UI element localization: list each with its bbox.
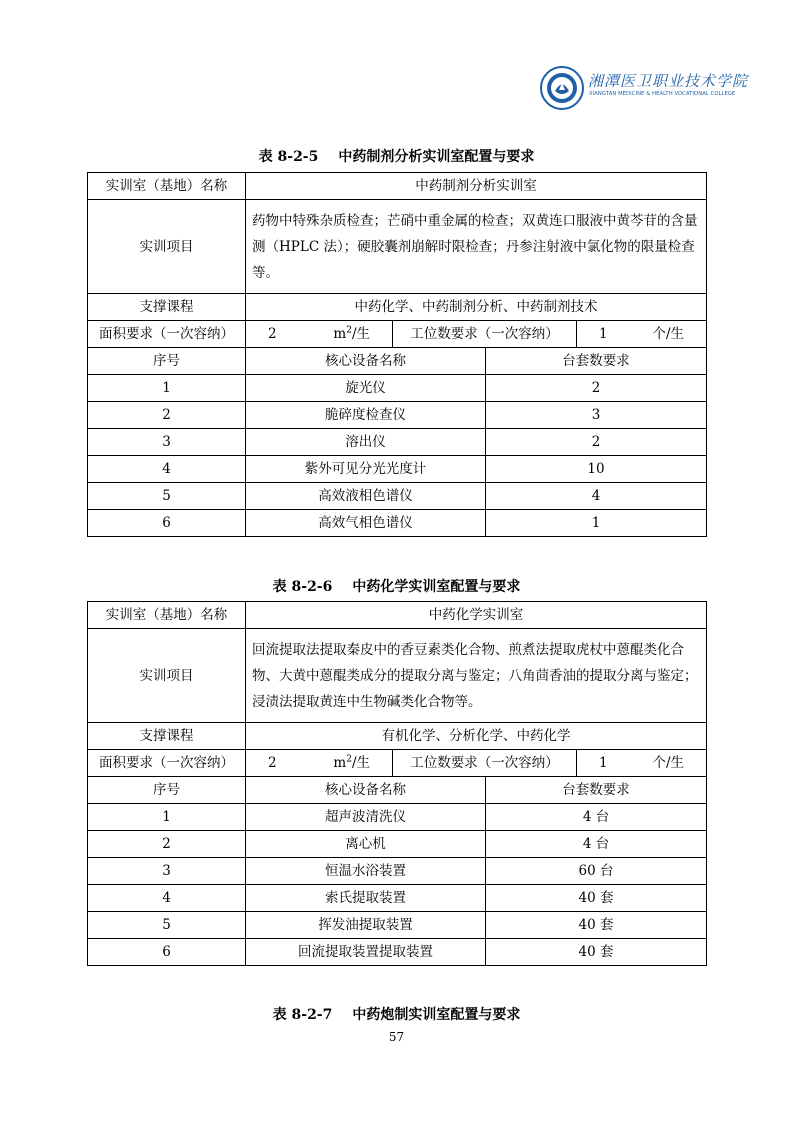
area-unit: $m^2/$生: [333, 325, 370, 342]
table-row: 6 高效气相色谱仪 1: [88, 510, 707, 537]
table-row: [88, 629, 707, 723]
room-label: 实训室（基地）名称: [88, 602, 246, 629]
project-text: 药物中特殊杂质检查；芒硝中重金属的检查；双黄连口服液中黄芩苷的含量测（HPLC 法）；硬胶囊剂崩解时限检查；丹参注射液中氯化物的限量检查等。: [246, 200, 707, 294]
table-caption-2: [0, 576, 793, 596]
courses: 中药化学、中药制剂分析、中药制剂技术: [246, 294, 707, 321]
table-row: [88, 321, 707, 348]
courses: 有机化学、分析化学、中药化学: [246, 723, 707, 750]
station-value: 1: [599, 326, 608, 342]
table-title: 中药炮制实训室配置与要求: [352, 1007, 521, 1023]
project-label: 实训项目: [88, 629, 246, 723]
col-header-no: 序号: [88, 348, 246, 375]
area-value: 2: [268, 326, 277, 342]
table-row: [88, 723, 707, 750]
table-caption-1: [0, 146, 793, 166]
col-header-equipment: 核心设备名称: [246, 777, 486, 804]
course-label: 支撑课程: [88, 294, 246, 321]
station-label: 工位数要求（一次容纳）: [393, 750, 577, 777]
station-requirement: [577, 321, 707, 348]
college-logo: [540, 66, 749, 110]
config-table-1: [87, 172, 707, 537]
station-unit: 个/生: [652, 755, 685, 771]
page-number: 57: [388, 1030, 405, 1044]
col-header-equipment: 核心设备名称: [246, 348, 486, 375]
table-number: 表 8-2-5: [258, 149, 319, 165]
table-row: [88, 294, 707, 321]
station-requirement: [577, 750, 707, 777]
project-label: 实训项目: [88, 200, 246, 294]
table-number: 表 8-2-6: [272, 579, 333, 595]
table-row: [88, 602, 707, 629]
room-name: 中药化学实训室: [246, 602, 707, 629]
table-caption-3: [0, 1004, 793, 1024]
table-row: 3 恒温水浴装置 60 台: [88, 858, 707, 885]
station-value: 1: [599, 755, 608, 771]
table-row: [88, 750, 707, 777]
table-row: 4 索氏提取装置 40 套: [88, 885, 707, 912]
area-value: 2: [268, 755, 277, 771]
table-header-row: [88, 348, 707, 375]
col-header-count: 台套数要求: [486, 777, 707, 804]
college-seal-icon: [540, 66, 584, 110]
col-header-no: 序号: [88, 777, 246, 804]
table-row: 1 超声波清洗仪 4 台: [88, 804, 707, 831]
col-header-count: 台套数要求: [486, 348, 707, 375]
college-name-en: XIANGTAN MEDICINE & HEALTH VOCATIONAL COLLEGE: [589, 91, 736, 97]
table-row: 5 高效液相色谱仪 4: [88, 483, 707, 510]
area-requirement: [246, 321, 393, 348]
table-row: 2 脆碎度检查仪 3: [88, 402, 707, 429]
room-label: 实训室（基地）名称: [88, 173, 246, 200]
station-label: 工位数要求（一次容纳）: [393, 321, 577, 348]
table-title: 中药制剂分析实训室配置与要求: [338, 149, 535, 165]
project-text: 回流提取法提取秦皮中的香豆素类化合物、煎煮法提取虎杖中蒽醌类化合物、大黄中蒽醌类成分的提取分离与鉴定；八角茴香油的提取分离与鉴定；浸渍法提取黄连中生物碱类化合物等。: [246, 629, 707, 723]
area-requirement: [246, 750, 393, 777]
table-row: 5 挥发油提取装置 40 套: [88, 912, 707, 939]
table-row: [88, 200, 707, 294]
station-unit: 个/生: [652, 326, 685, 342]
table-row: 2 离心机 4 台: [88, 831, 707, 858]
course-label: 支撑课程: [88, 723, 246, 750]
config-table-2: [87, 601, 707, 966]
area-label: 面积要求（一次容纳）: [88, 321, 246, 348]
table-row: 1 旋光仪 2: [88, 375, 707, 402]
table-title: 中药化学实训室配置与要求: [352, 579, 521, 595]
table-header-row: [88, 777, 707, 804]
room-name: 中药制剂分析实训室: [246, 173, 707, 200]
table-row: [88, 173, 707, 200]
table-row: 6 回流提取装置提取装置 40 套: [88, 939, 707, 966]
table-number: 表 8-2-7: [272, 1007, 333, 1023]
area-label: 面积要求（一次容纳）: [88, 750, 246, 777]
table-row: 3 溶出仪 2: [88, 429, 707, 456]
college-name: 湘潭医卫职业技术学院: [588, 72, 749, 90]
table-row: 4 紫外可见分光光度计 10: [88, 456, 707, 483]
area-unit: $m^2/$生: [333, 754, 370, 771]
